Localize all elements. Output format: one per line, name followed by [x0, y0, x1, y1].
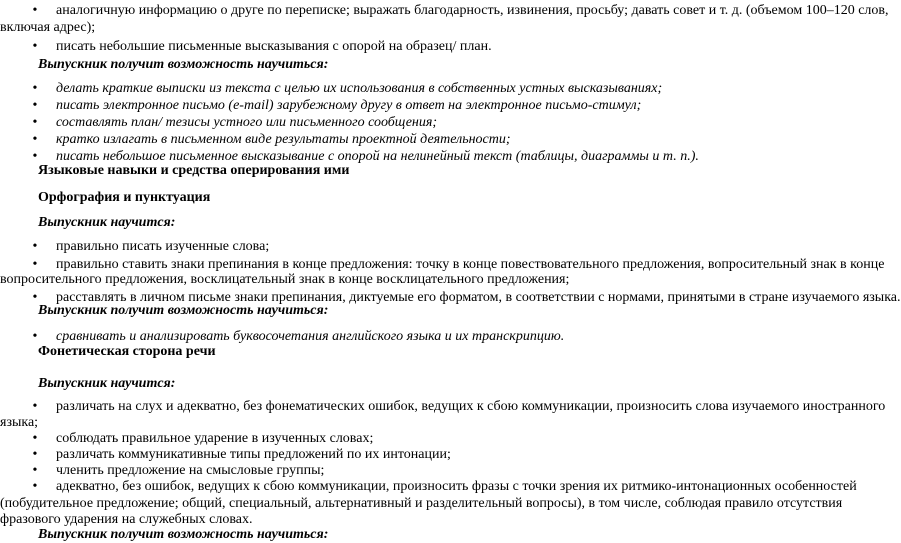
bullet: •: [32, 132, 38, 147]
bullet: •: [32, 257, 38, 272]
list-item: соблюдать правильное ударение в изученных словах;: [56, 431, 374, 446]
bullet: •: [32, 115, 38, 130]
list-item: правильно писать изученные слова;: [56, 239, 270, 254]
bullet: •: [32, 479, 38, 494]
list-item: писать небольшое письменное высказывание с опорой на нелинейный текст (таблицы, диаграммы и т. п.).: [56, 149, 699, 164]
list-item-continuation: включая адрес);: [0, 20, 96, 35]
list-item-continuation: (побудительное предложение; общий, специальный, альтернативный и разделительный вопросы), в том числе, соблюдая правило отсутствия: [0, 496, 843, 511]
list-item: членить предложение на смысловые группы;: [56, 463, 325, 478]
bullet: •: [32, 329, 38, 344]
section-subheading: Выпускник получит возможность научиться:: [38, 527, 329, 542]
list-item: различать коммуникативные типы предложений по их интонации;: [56, 447, 451, 462]
bullet: •: [32, 149, 38, 164]
list-item: правильно ставить знаки препинания в конце предложения: точку в конце повествовательного предложения, вопросительный знак в конце: [56, 257, 885, 272]
section-subheading: Выпускник получит возможность научиться:: [38, 303, 329, 318]
list-item: составлять план/ тезисы устного или письменного сообщения;: [56, 115, 438, 130]
bullet: •: [32, 399, 38, 414]
list-item: писать электронное письмо (e-mail) зарубежному другу в ответ на электронное письмо-стимул;: [56, 98, 642, 113]
bullet: •: [32, 431, 38, 446]
bullet: •: [32, 447, 38, 462]
list-item: делать краткие выписки из текста с целью их использования в собственных устных высказываниях;: [56, 81, 663, 96]
bullet: •: [32, 39, 38, 54]
list-item: расставлять в личном письме знаки препинания, диктуемые его форматом, в соответствии с нормами, принятыми в стране изучаемого языка.: [56, 290, 901, 305]
section-heading: Языковые навыки и средства оперирования ими: [38, 163, 350, 178]
section-heading: Орфография и пунктуация: [38, 190, 211, 205]
list-item: сравнивать и анализировать буквосочетания английского языка и их транскрипцию.: [56, 329, 565, 344]
list-item: различать на слух и адекватно, без фонематических ошибок, ведущих к сбою коммуникации, произносить слова изучаемого иностранного: [56, 399, 886, 414]
bullet: •: [32, 98, 38, 113]
bullet: •: [32, 463, 38, 478]
bullet: •: [32, 290, 38, 305]
list-item: кратко излагать в письменном виде результаты проектной деятельности;: [56, 132, 511, 147]
list-item: писать небольшие письменные высказывания с опорой на образец/ план.: [56, 39, 492, 54]
list-item-continuation: фразового ударения на служебных словах.: [0, 512, 253, 527]
list-item: аналогичную информацию о друге по переписке; выражать благодарность, извинения, просьбу; давать совет и т. д. (объемом 100–120 слов,: [56, 3, 889, 18]
list-item-continuation: языка;: [0, 415, 39, 430]
bullet: •: [32, 3, 38, 18]
bullet: •: [32, 81, 38, 96]
section-heading: Фонетическая сторона речи: [38, 344, 216, 359]
section-subheading: Выпускник научится:: [38, 215, 176, 230]
list-item-continuation: вопросительного предложения, восклицательный знак в конце восклицательного предложения;: [0, 272, 570, 287]
section-subheading: Выпускник научится:: [38, 376, 176, 391]
list-item: адекватно, без ошибок, ведущих к сбою коммуникации, произносить фразы с точки зрения их ритмико-интонационных особенностей: [56, 479, 857, 494]
section-subheading: Выпускник получит возможность научиться:: [38, 57, 329, 72]
bullet: •: [32, 239, 38, 254]
